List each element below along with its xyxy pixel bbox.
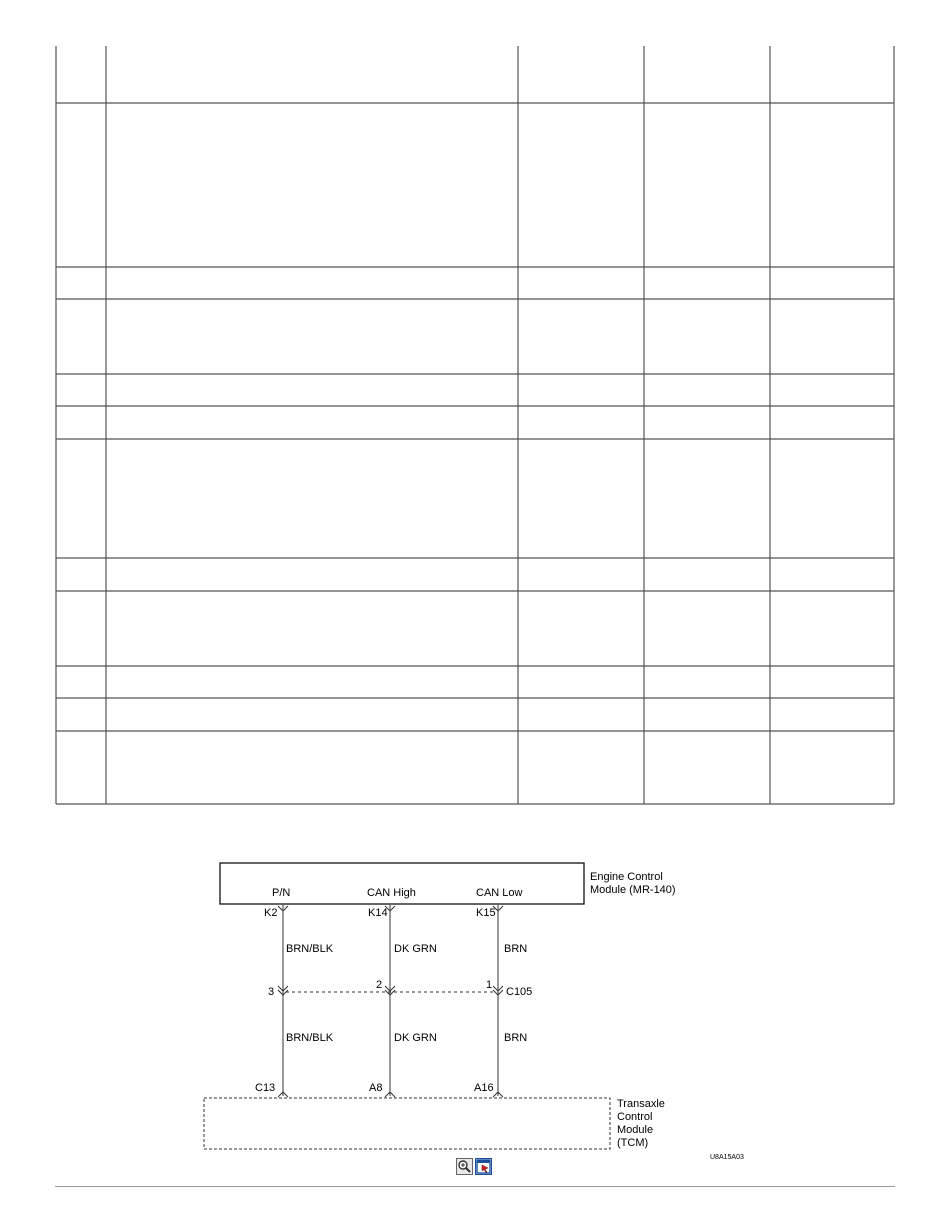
wire-color-lower-pn: BRN/BLK (286, 1032, 334, 1044)
zoom-button[interactable] (456, 1158, 473, 1175)
ecm-name-line2: Module (MR-140) (590, 884, 676, 896)
ecm-name-line1: Engine Control (590, 871, 663, 883)
connector-pin-3: 3 (268, 986, 275, 998)
wire-color-lower-can-high: DK GRN (394, 1032, 437, 1044)
wire-color-lower-can-low: BRN (504, 1032, 528, 1044)
tcm-name-line3: Module (617, 1124, 654, 1136)
wire-color-upper-can-low: BRN (504, 943, 528, 955)
wire-color-upper-pn: BRN/BLK (286, 943, 334, 955)
ecm-pin-label-pn: P/N (272, 887, 291, 899)
ecm-terminal-k2: K2 (264, 907, 278, 919)
zoom-icon (457, 1159, 472, 1174)
tcm-terminal-c13: C13 (255, 1082, 276, 1094)
ecm-terminal-k14: K14 (368, 907, 388, 919)
ecm-terminal-k15: K15 (476, 907, 496, 919)
tcm-name-line2: Control (617, 1111, 653, 1123)
tcm-name-line1: Transaxle (617, 1098, 665, 1110)
footer-divider (55, 1186, 895, 1187)
connector-name: C105 (506, 986, 533, 998)
connector-pin-1: 1 (486, 979, 493, 991)
tcm-name-line4: (TCM) (617, 1137, 649, 1149)
ecm-pin-label-can-high: CAN High (367, 887, 416, 899)
ecm-pin-label-can-low: CAN Low (476, 887, 523, 899)
connector-pin-2: 2 (376, 979, 383, 991)
tcm-terminal-a16: A16 (474, 1082, 494, 1094)
wiring-diagram (0, 850, 950, 1190)
image-toolbar (456, 1158, 492, 1176)
print-preview-button[interactable] (475, 1158, 492, 1175)
tcm-box (204, 1098, 610, 1149)
figure-id: U8A15A03 (710, 1154, 744, 1161)
tcm-terminal-a8: A8 (369, 1082, 383, 1094)
print-preview-icon (476, 1159, 491, 1174)
wire-color-upper-can-high: DK GRN (394, 943, 437, 955)
